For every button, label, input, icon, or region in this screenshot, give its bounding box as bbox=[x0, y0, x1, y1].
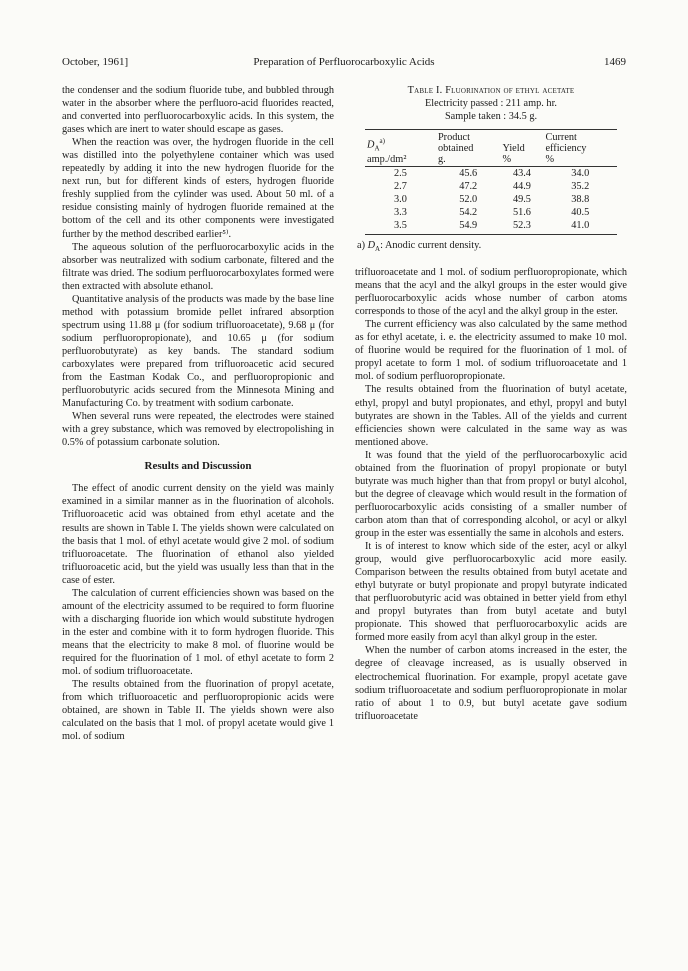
paragraph: When the reaction was over, the hydrogen fluoride in the cell was distilled into the polyethylene container which was used repeatedly by adding it into the new hydrogen fluoride for the next run, but for different kinds of esters, hydrogen fluoride freshly supplied from the cylinder was used. About 50 ml. of a residue consisting mainly of hydrogen fluoride remained at the bottom of the cell and its other components were investigated further by the method described earlier⁵⁾. bbox=[62, 137, 334, 240]
paragraph: It was found that the yield of the perfluorocarboxylic acid obtained from the fluorination of propyl propionate or butyl butyrate was much higher than that from propyl or butyl alcohol, but the degree of cleavage which would result in the formation of perfluorocarboxylic acids consisting of a smaller number of carbon atom than that of corresponding alcohol, or acyl or alkyl group in the ester was essentially the same in alcohols and esters. bbox=[355, 449, 627, 539]
paragraph: the condenser and the sodium fluoride tube, and bubbled through water in the absorber where the perfluoro-acid fluorides reacted, and converted into perfluorocarboxylic acids. In this system, the gases which are inert to water should escape as gases. bbox=[62, 85, 334, 136]
right-column bbox=[355, 84, 627, 723]
paragraph: It is of interest to know which side of the ester, acyl or alkyl group, would give perfluorocarboxylic acid more easily. Comparison between the results obtained from butyl acetate and ethyl butyrate or butyl propionate and propyl butyrate indicated that perfluorobutyric acid was obtained in better yield from ethyl and propyl butyrates than from butyl acetate and butyl propionate. This showed that perfluorocarboxylic acids are formed more easily from acyl than alkyl group in the ester. bbox=[355, 541, 627, 644]
table-row: 2.7 47.2 44.9 35.2 bbox=[394, 181, 590, 192]
running-header bbox=[62, 56, 626, 72]
paragraph: When several runs were repeated, the electrodes were stained with a grey substance, which was removed by electropolishing in 0.5% of potassium carbonate solution. bbox=[62, 411, 334, 449]
paragraph: trifluoroacetate and 1 mol. of sodium perfluoropropionate, which means that the acyl and the alkyl groups in the ester would give perfluorocarboxylic acids whose number of carbon atoms corresponds to those of the acyl and the alkyl group in the ester. bbox=[355, 267, 627, 318]
unit-cell: % bbox=[500, 154, 543, 167]
header-title: Preparation of Perfluorocarboxylic Acids bbox=[253, 56, 435, 68]
unit-cell: g. bbox=[436, 154, 501, 167]
table-label: Table I. bbox=[407, 85, 443, 96]
paragraph: When the number of carbon atoms increased in the ester, the degree of cleavage increased, as is usually observed in electrochemical fluorination. For example, propyl acetate gave sodium trifluoroacetate and sodium perfluoropropionate in molar ratio of about 1 to 0.9, but butyl acetate gave sodium trifluoroacetate bbox=[355, 645, 627, 722]
table-sample: Sample taken : 34.5 g. bbox=[444, 111, 538, 122]
column-header-efficiency: Current efficiency bbox=[543, 130, 617, 155]
paragraph: The calculation of current efficiencies shown was based on the amount of the electricity assumed to be required to form fluorine with a discharging fluoride ion which would substitute hydrogen in the ester and combine with it to form hydrogen fluoride. This means that the electricity to make 8 mol. of fluorine would be required for the fluorination of 1 mol. of ethyl acetate to form 2 mol. of sodium trifluoroacetate. bbox=[62, 587, 334, 678]
table-row: 3.5 54.9 52.3 41.0 bbox=[365, 219, 617, 235]
table-row: 3.3 54.2 51.6 40.5 bbox=[394, 207, 590, 218]
column-header-product: Product obtained bbox=[436, 130, 501, 155]
unit-cell: % bbox=[543, 154, 617, 167]
paragraph: The aqueous solution of the perfluorocarboxylic acids in the absorber was neutralized with sodium carbonate, filtered and the filtrate was dried. The sodium perfluorocarboxylates formed were then extracted with absolute ethanol. bbox=[62, 241, 334, 292]
header-date: October, 1961] bbox=[62, 56, 129, 68]
table-1 bbox=[355, 84, 627, 256]
page-number: 1469 bbox=[604, 56, 626, 68]
table-row: 3.0 52.0 49.5 38.8 bbox=[394, 194, 590, 205]
left-column bbox=[62, 84, 334, 743]
table-electricity: Electricity passed : 211 amp. hr. bbox=[424, 98, 557, 109]
column-header-current-density: $D_A^{a)}$ bbox=[365, 130, 436, 155]
table-footnote: a) $D_A$: Anodic current density. bbox=[357, 240, 482, 254]
table-title bbox=[355, 84, 627, 97]
paragraph: Quantitative analysis of the products was made by the base line method with potassium bromide pellet infrared absorption spectrum using 11.88 μ (for sodium trifluoroacetate), 9.68 μ (for sodium perfluoropropionate), and 10.65 μ (for sodium perfluorobutyrate) as key bands. The standard sodium carboxylates were prepared from trifluoroacetic acid secured from the Eastman Kodak Co., and perfluoropropionic and perfluorobutyric acids secured from the Minnesota Mining and Manufacturing Co. by treatment with sodium carbonate. bbox=[62, 293, 334, 410]
paragraph: The effect of anodic current density on the yield was mainly examined in a similar manner as in the fluorination of alcohols. Trifluoroacetic acid was obtained from ethyl acetate and the results are shown in Table I. The yields shown were calculated on the basis that 1 mol. of ethyl acetate would give 2 mol. of sodium trifluoroacetate. The fluorination of ethanol also yielded trifluoroacetic acid, but the yield was usually less than that in the case of ester. bbox=[62, 483, 334, 586]
paragraph: The results obtained from the fluorination of butyl acetate, ethyl, propyl and butyl propionates, and ethyl, propyl and butyl butyrates are shown in the Tables. All of the yields and current efficiencies shown were calculated in the same way as was mentioned above. bbox=[355, 384, 627, 448]
data-table bbox=[365, 129, 617, 235]
table-caption: Fluorination of ethyl acetate bbox=[445, 85, 575, 96]
paragraph: The current efficiency was also calculated by the same method as for ethyl acetate, i. e. the electricity assumed to make 10 mol. of fluorine would be required for the fluorination of 1 mol. of propyl acetate to form 1 mol. of sodium trifluoroacetate and 1 mol. of sodium perfluoropropionate. bbox=[355, 319, 627, 383]
section-heading: Results and Discussion bbox=[144, 460, 252, 473]
table-row: 2.5 45.6 43.4 34.0 bbox=[394, 168, 590, 179]
paragraph: The results obtained from the fluorination of propyl acetate, from which trifluoroacetic and perfluoropropionic acids were obtained, are shown in Table II. The yields shown were also calculated on the basis that 1 mol. of propyl acetate would give 1 mol. of sodium bbox=[62, 679, 334, 743]
unit-cell: amp./dm² bbox=[365, 154, 436, 167]
column-header-yield: Yield bbox=[500, 130, 543, 155]
